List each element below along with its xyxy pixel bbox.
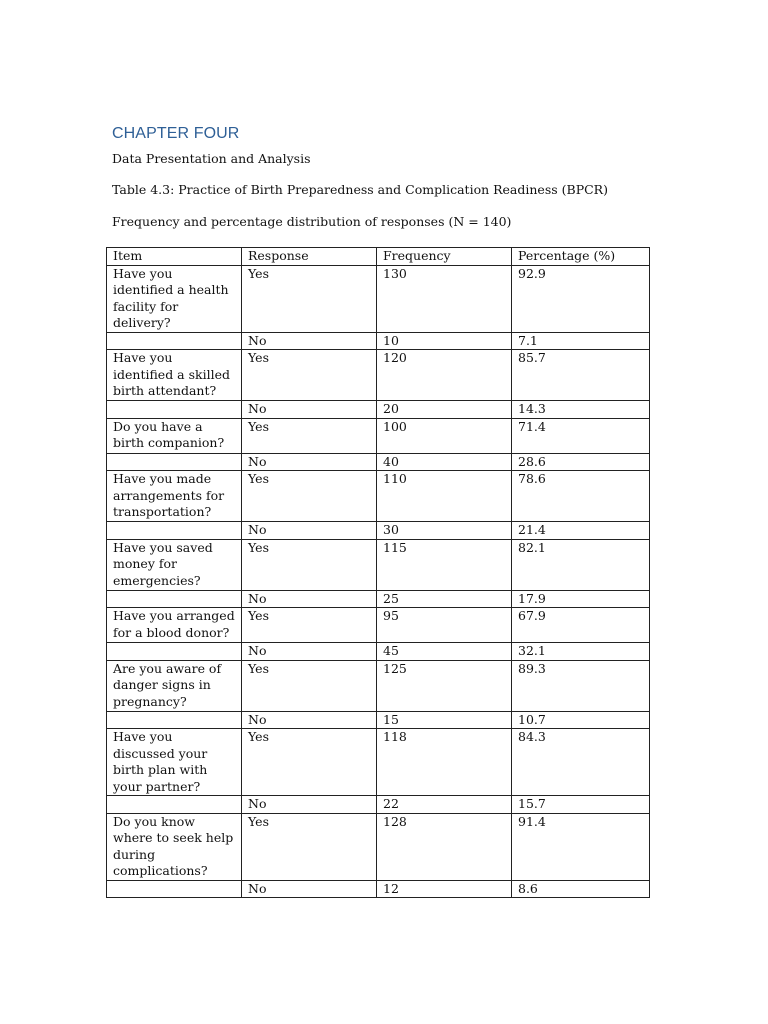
table-row <box>107 608 650 643</box>
frequency-cell: 40 <box>377 453 512 471</box>
response-cell: No <box>242 880 377 898</box>
response-cell: Yes <box>242 660 377 711</box>
frequency-cell: 20 <box>377 401 512 419</box>
header-frequency: Frequency <box>377 248 512 266</box>
item-cell: Are you aware of danger signs in pregnancy? <box>107 660 242 711</box>
item-cell <box>107 711 242 729</box>
percentage-cell: 32.1 <box>512 643 650 661</box>
percentage-cell: 92.9 <box>512 265 650 332</box>
frequency-cell: 115 <box>377 539 512 590</box>
response-cell: No <box>242 711 377 729</box>
percentage-cell: 21.4 <box>512 522 650 540</box>
frequency-cell: 10 <box>377 332 512 350</box>
percentage-cell: 17.9 <box>512 590 650 608</box>
response-cell: Yes <box>242 471 377 522</box>
percentage-cell: 71.4 <box>512 418 650 453</box>
item-cell <box>107 453 242 471</box>
table-row <box>107 471 650 522</box>
frequency-cell: 130 <box>377 265 512 332</box>
item-cell <box>107 643 242 661</box>
item-cell <box>107 401 242 419</box>
frequency-cell: 22 <box>377 796 512 814</box>
item-cell: Have you arranged for a blood donor? <box>107 608 242 643</box>
table-caption: Table 4.3: Practice of Birth Preparedness and Complication Readiness (BPCR) <box>112 182 608 197</box>
response-cell: Yes <box>242 729 377 796</box>
table-row <box>107 813 650 880</box>
header-percentage: Percentage (%) <box>512 248 650 266</box>
item-cell: Have you made arrangements for transportation? <box>107 471 242 522</box>
response-cell: No <box>242 522 377 540</box>
item-cell <box>107 880 242 898</box>
percentage-cell: 7.1 <box>512 332 650 350</box>
item-cell <box>107 590 242 608</box>
item-cell <box>107 522 242 540</box>
response-cell: No <box>242 643 377 661</box>
frequency-cell: 95 <box>377 608 512 643</box>
chapter-heading: CHAPTER FOUR <box>112 125 240 142</box>
frequency-cell: 12 <box>377 880 512 898</box>
frequency-cell: 100 <box>377 418 512 453</box>
percentage-cell: 15.7 <box>512 796 650 814</box>
bpcr-table <box>106 247 650 898</box>
frequency-cell: 120 <box>377 350 512 401</box>
item-cell <box>107 796 242 814</box>
frequency-cell: 45 <box>377 643 512 661</box>
table-row <box>107 796 650 814</box>
item-cell: Have you identified a health facility for delivery? <box>107 265 242 332</box>
percentage-cell: 78.6 <box>512 471 650 522</box>
table-row <box>107 453 650 471</box>
frequency-cell: 25 <box>377 590 512 608</box>
item-cell: Do you have a birth companion? <box>107 418 242 453</box>
frequency-cell: 15 <box>377 711 512 729</box>
table-row <box>107 332 650 350</box>
header-response: Response <box>242 248 377 266</box>
table-row <box>107 539 650 590</box>
table-header-row <box>107 248 650 266</box>
response-cell: No <box>242 453 377 471</box>
table-row <box>107 660 650 711</box>
percentage-cell: 85.7 <box>512 350 650 401</box>
percentage-cell: 82.1 <box>512 539 650 590</box>
table-row <box>107 880 650 898</box>
table-row <box>107 401 650 419</box>
distribution-note: Frequency and percentage distribution of responses (N = 140) <box>112 214 512 229</box>
response-cell: No <box>242 590 377 608</box>
frequency-cell: 110 <box>377 471 512 522</box>
response-cell: Yes <box>242 418 377 453</box>
percentage-cell: 91.4 <box>512 813 650 880</box>
response-cell: Yes <box>242 608 377 643</box>
percentage-cell: 28.6 <box>512 453 650 471</box>
response-cell: Yes <box>242 350 377 401</box>
table-row <box>107 265 650 332</box>
table-row <box>107 522 650 540</box>
percentage-cell: 10.7 <box>512 711 650 729</box>
frequency-cell: 30 <box>377 522 512 540</box>
table-row <box>107 643 650 661</box>
item-cell: Have you saved money for emergencies? <box>107 539 242 590</box>
percentage-cell: 84.3 <box>512 729 650 796</box>
header-item: Item <box>107 248 242 266</box>
percentage-cell: 89.3 <box>512 660 650 711</box>
frequency-cell: 125 <box>377 660 512 711</box>
frequency-cell: 128 <box>377 813 512 880</box>
response-cell: No <box>242 401 377 419</box>
item-cell <box>107 332 242 350</box>
item-cell: Do you know where to seek help during complications? <box>107 813 242 880</box>
item-cell: Have you identified a skilled birth attendant? <box>107 350 242 401</box>
item-cell: Have you discussed your birth plan with your partner? <box>107 729 242 796</box>
percentage-cell: 8.6 <box>512 880 650 898</box>
table-row <box>107 711 650 729</box>
section-subtitle: Data Presentation and Analysis <box>112 151 311 166</box>
percentage-cell: 67.9 <box>512 608 650 643</box>
percentage-cell: 14.3 <box>512 401 650 419</box>
response-cell: Yes <box>242 539 377 590</box>
response-cell: No <box>242 796 377 814</box>
table-row <box>107 590 650 608</box>
table-row <box>107 350 650 401</box>
response-cell: Yes <box>242 813 377 880</box>
table-row <box>107 418 650 453</box>
response-cell: No <box>242 332 377 350</box>
frequency-cell: 118 <box>377 729 512 796</box>
table-row <box>107 729 650 796</box>
response-cell: Yes <box>242 265 377 332</box>
